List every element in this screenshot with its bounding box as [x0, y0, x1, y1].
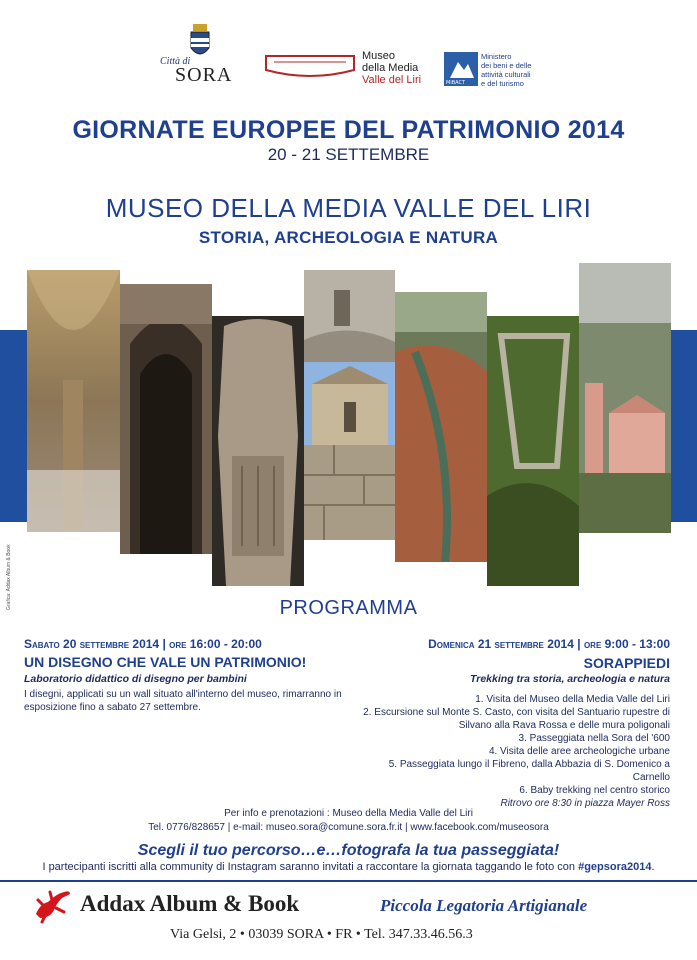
list-item: 3. Passeggiata nella Sora del '600 [518, 733, 670, 744]
mibact-emblem-icon [444, 52, 478, 86]
tagline: Scegli il tuo percorso…e…fotografa la tua passeggiata! [137, 842, 560, 859]
footer-divider [0, 880, 697, 882]
sunday-dateline [355, 637, 670, 651]
photo-tunnel [120, 284, 212, 554]
company-address: Via Gelsi, 2 • 03039 SORA • FR • Tel. 347.33.46.56.3 [170, 927, 473, 942]
info-line-1: Per info e prenotazioni : Museo della Media Valle del Liri [224, 808, 473, 819]
list-item: 4. Visita delle aree archeologiche urbane [488, 746, 670, 757]
mibact-logo-icon [444, 52, 478, 86]
ministero-line3: attività culturali [481, 70, 531, 79]
programma-heading: PROGRAMMA [279, 597, 418, 619]
saturday-dateline [24, 637, 354, 651]
company-name: Addax Album & Book [80, 891, 300, 916]
ministero-line2: dei beni e delle [481, 61, 532, 70]
company-slogan: Piccola Legatoria Artigianale [380, 896, 588, 915]
gecko-icon [30, 884, 74, 924]
museum-title: MUSEO DELLA MEDIA VALLE DEL LIRI [105, 193, 592, 223]
saturday-day: Sabato 20 settembre 2014 [24, 637, 160, 651]
meeting-point: Ritrovo ore 8:30 in piazza Mayer Ross [500, 798, 670, 809]
photo-pink-church [579, 263, 671, 533]
saturday-subtitle: Laboratorio didattico di disegno per bambini [24, 673, 247, 685]
photo-stones [304, 445, 395, 540]
sora-logo-text: SORA [175, 64, 233, 86]
sunday-title: SORAPPIEDI [583, 655, 670, 671]
list-item: 2. Escursione sul Monte S. Casto, con visita del Santuario rupestre di [363, 707, 670, 718]
event-dates: 20 - 21 SETTEMBRE [267, 145, 430, 164]
ministero-line1: Ministero [481, 52, 512, 61]
instagram-end: . [651, 861, 655, 873]
photo-statue [212, 316, 304, 586]
instagram-note [0, 861, 697, 873]
sunday-day: Domenica 21 settembre 2014 [428, 637, 574, 651]
sunday-items [355, 693, 670, 810]
list-item: Silvano alla Rava Rossa e delle mura poligonali [458, 720, 670, 731]
sora-crest-icon [188, 24, 212, 62]
museo-logo-icon [264, 52, 356, 82]
museo-logo-line2: della Media [362, 62, 419, 74]
saturday-time: ore 16:00 - 20:00 [169, 637, 262, 651]
mibact-mark-text: MiBACT [446, 80, 466, 86]
list-item: 5. Passeggiata lungo il Fibreno, dalla Abbazia di S. Domenico a Carnello [388, 759, 670, 783]
hashtag: #gepsora2014 [578, 861, 652, 873]
info-line-2: Tel. 0776/828657 | e-mail: museo.sora@comune.sora.fr.it | www.facebook.com/museosora [148, 822, 549, 833]
saturday-body: I disegni, applicati su un wall situato all'interno del museo, rimarranno in esposizione fino a sabato 27 settembre. [24, 689, 342, 713]
separator: | [162, 637, 170, 651]
event-title: GIORNATE EUROPEE DEL PATRIMONIO 2014 [72, 116, 625, 144]
instagram-text: I partecipanti iscritti alla community di Instagram saranno invitati a raccontare la giornata taggando le foto con [42, 861, 579, 873]
photo-city [395, 292, 487, 562]
sunday-time: ore 9:00 - 13:00 [583, 637, 670, 651]
ministero-line4: e del turismo [481, 79, 524, 88]
list-item: 1. Visita del Museo della Media Valle del Liri [475, 694, 670, 705]
photo-rock [304, 270, 395, 362]
photo-crypt [27, 270, 120, 532]
photo-walls [487, 316, 579, 586]
separator: | [577, 637, 584, 651]
museum-subtitle: STORIA, ARCHEOLOGIA E NATURA [198, 228, 499, 247]
museo-logo-text [362, 50, 421, 86]
museo-logo-line3: Valle del Liri [362, 74, 422, 86]
photo-church [304, 362, 395, 445]
museo-logo-line1: Museo [362, 50, 396, 62]
list-item: 6. Baby trekking nel centro storico [519, 785, 670, 796]
graphic-credit: Grafica: Addax Album & Book [6, 544, 12, 610]
saturday-title: UN DISEGNO CHE VALE UN PATRIMONIO! [24, 654, 307, 670]
citta-label: Città di [160, 56, 191, 67]
sunday-subtitle: Trekking tra storia, archeologia e natura [470, 673, 670, 685]
ministero-text [481, 52, 561, 88]
